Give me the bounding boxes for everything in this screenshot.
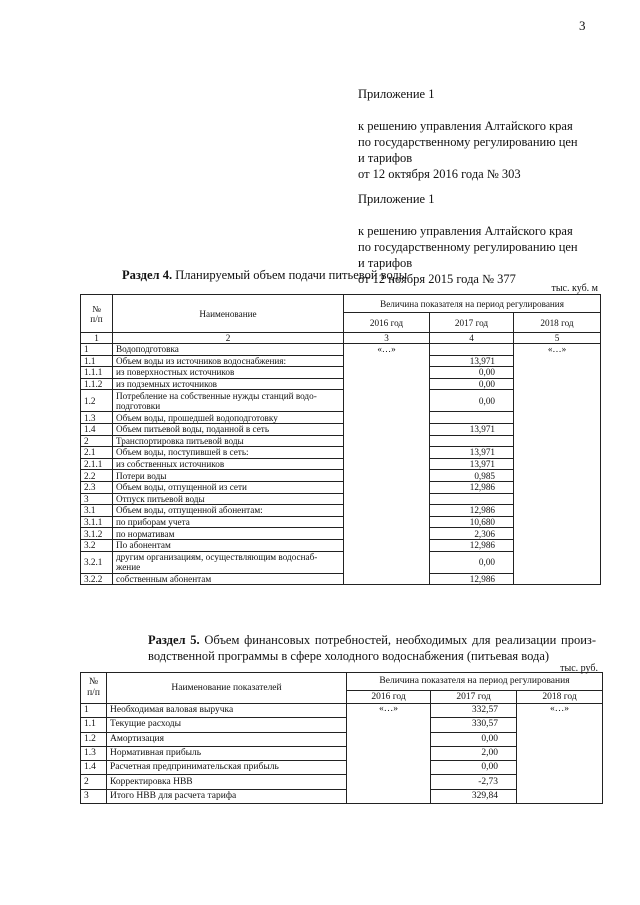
row-number: 1.3 <box>81 412 113 424</box>
row-name: другим организациям, осуществляющим водоснаб-жение <box>113 551 344 573</box>
section5-header-2018: 2018 год <box>517 691 603 704</box>
row-number: 2.2 <box>81 470 113 482</box>
section4-header-2018: 2018 год <box>514 313 601 333</box>
section5-title <box>148 632 596 664</box>
value-2017: 0,00 <box>431 732 517 746</box>
row-number: 1.2 <box>81 390 113 412</box>
section4-colnum: 3 <box>344 333 430 344</box>
section5-header-name: Наименование показателей <box>107 673 347 704</box>
value-2017: 2,00 <box>431 746 517 760</box>
row-number: 3.1.2 <box>81 528 113 540</box>
row-number: 1 <box>81 704 107 718</box>
row-number: 1.2 <box>81 732 107 746</box>
value-2017: 330,57 <box>431 718 517 732</box>
section4-table <box>80 294 601 585</box>
row-number: 3 <box>81 789 107 803</box>
row-name: Транспортировка питьевой воды <box>113 435 344 447</box>
row-name: Объем воды, отпущенной из сети <box>113 481 344 493</box>
section5-title-label: Раздел 5. <box>148 633 200 647</box>
row-number: 1.4 <box>81 761 107 775</box>
row-name: из поверхностных источников <box>113 367 344 379</box>
row-number: 2 <box>81 775 107 789</box>
appendix-previous-title: Приложение 1 <box>358 192 435 206</box>
section4-title-label: Раздел 4. <box>122 268 173 282</box>
row-name: Корректировка НВВ <box>107 775 347 789</box>
row-name: по нормативам <box>113 528 344 540</box>
value-2017: 12,986 <box>430 481 514 493</box>
row-name: Расчетная предпринимательская прибыль <box>107 761 347 775</box>
value-2017: 13,971 <box>430 458 514 470</box>
section4-header-num: № п/п <box>81 295 113 333</box>
row-name: Объем воды из источников водоснабжения: <box>113 355 344 367</box>
page-number: 3 <box>579 18 586 33</box>
value-2017: 329,84 <box>431 789 517 803</box>
section4-colnum: 1 <box>81 333 113 344</box>
section4-unit: тыс. куб. м <box>551 283 598 294</box>
section4-header-name: Наименование <box>113 295 344 333</box>
row-number: 1 <box>81 344 113 356</box>
row-number: 3.2 <box>81 539 113 551</box>
value-2017: 0,985 <box>430 470 514 482</box>
row-number: 2.3 <box>81 481 113 493</box>
row-name: из подземных источников <box>113 378 344 390</box>
row-number: 3 <box>81 493 113 505</box>
appendix-current-title: Приложение 1 <box>358 87 435 101</box>
appendix-current-body: к решению управления Алтайского края по государственному регулированию цен и тарифов от 12 октября 2016 года № 303 <box>358 119 578 181</box>
row-name: Амортизация <box>107 732 347 746</box>
merged-2018-cell: «…» <box>517 704 603 804</box>
row-name: Объем воды, поступившей в сеть: <box>113 447 344 459</box>
value-2017: -2,73 <box>431 775 517 789</box>
merged-2016-cell: «…» <box>347 704 431 804</box>
section4-header-2016: 2016 год <box>344 313 430 333</box>
value-2017: 13,971 <box>430 355 514 367</box>
row-name: Объем воды, отпущенной абонентам: <box>113 505 344 517</box>
row-number: 1.1.2 <box>81 378 113 390</box>
row-name: По абонентам <box>113 539 344 551</box>
value-2017: 12,986 <box>430 505 514 517</box>
row-name: собственным абонентам <box>113 573 344 585</box>
value-2017: 0,00 <box>430 367 514 379</box>
row-number: 2 <box>81 435 113 447</box>
value-2017: 0,00 <box>430 390 514 412</box>
appendix-previous <box>358 175 578 303</box>
value-2017: 2,306 <box>430 528 514 540</box>
row-name: Объем воды, прошедшей водоподготовку <box>113 412 344 424</box>
section4-header-period: Величина показателя на период регулирования <box>344 295 601 313</box>
value-2017 <box>430 493 514 505</box>
row-name: Отпуск питьевой воды <box>113 493 344 505</box>
value-2017 <box>430 344 514 356</box>
row-name: Текущие расходы <box>107 718 347 732</box>
row-number: 2.1.1 <box>81 458 113 470</box>
row-number: 1.1 <box>81 718 107 732</box>
section4-colnum: 2 <box>113 333 344 344</box>
row-number: 1.1.1 <box>81 367 113 379</box>
row-number: 1.3 <box>81 746 107 760</box>
row-number: 3.1.1 <box>81 516 113 528</box>
section4-colnum: 5 <box>514 333 601 344</box>
merged-2016-cell: «…» <box>344 344 430 585</box>
value-2017: 13,971 <box>430 447 514 459</box>
row-number: 3.2.2 <box>81 573 113 585</box>
value-2017: 12,986 <box>430 573 514 585</box>
row-number: 2.1 <box>81 447 113 459</box>
row-number: 1.1 <box>81 355 113 367</box>
appendix-previous-body: к решению управления Алтайского края по государственному регулированию цен и тарифов от 12 ноября 2015 года № 377 <box>358 224 578 286</box>
table-row <box>81 704 603 718</box>
section5-title-text: Объем финансовых потребностей, необходимых для реализации произ-водственной программы в сфере холодного водоснабжения (питьевая вода) <box>148 633 596 663</box>
section5-header-2016: 2016 год <box>347 691 431 704</box>
section5-unit: тыс. руб. <box>560 663 598 674</box>
section5-header-period: Величина показателя на период регулирования <box>347 673 603 691</box>
value-2017: 0,00 <box>430 378 514 390</box>
section4-colnum: 4 <box>430 333 514 344</box>
row-number: 3.2.1 <box>81 551 113 573</box>
row-name: Нормативная прибыль <box>107 746 347 760</box>
section4-title <box>122 268 407 283</box>
section5-header-2017: 2017 год <box>431 691 517 704</box>
value-2017: 13,971 <box>430 423 514 435</box>
row-number: 3.1 <box>81 505 113 517</box>
row-name: Водоподготовка <box>113 344 344 356</box>
value-2017: 12,986 <box>430 539 514 551</box>
table-row <box>81 344 601 356</box>
value-2017: 0,00 <box>430 551 514 573</box>
value-2017: 0,00 <box>431 761 517 775</box>
row-name: Потери воды <box>113 470 344 482</box>
row-name: по приборам учета <box>113 516 344 528</box>
value-2017: 332,57 <box>431 704 517 718</box>
value-2017: 10,680 <box>430 516 514 528</box>
section5-table <box>80 672 603 804</box>
section5-header-num: № п/п <box>81 673 107 704</box>
row-name: из собственных источников <box>113 458 344 470</box>
row-name: Необходимая валовая выручка <box>107 704 347 718</box>
section4-header-2017: 2017 год <box>430 313 514 333</box>
value-2017 <box>430 412 514 424</box>
value-2017 <box>430 435 514 447</box>
merged-2018-cell: «…» <box>514 344 601 585</box>
row-name: Потребление на собственные нужды станций водо-подготовки <box>113 390 344 412</box>
row-name: Объем питьевой воды, поданной в сеть <box>113 423 344 435</box>
row-name: Итого НВВ для расчета тарифа <box>107 789 347 803</box>
section4-title-text: Планируемый объем подачи питьевой воды <box>172 268 408 282</box>
row-number: 1.4 <box>81 423 113 435</box>
